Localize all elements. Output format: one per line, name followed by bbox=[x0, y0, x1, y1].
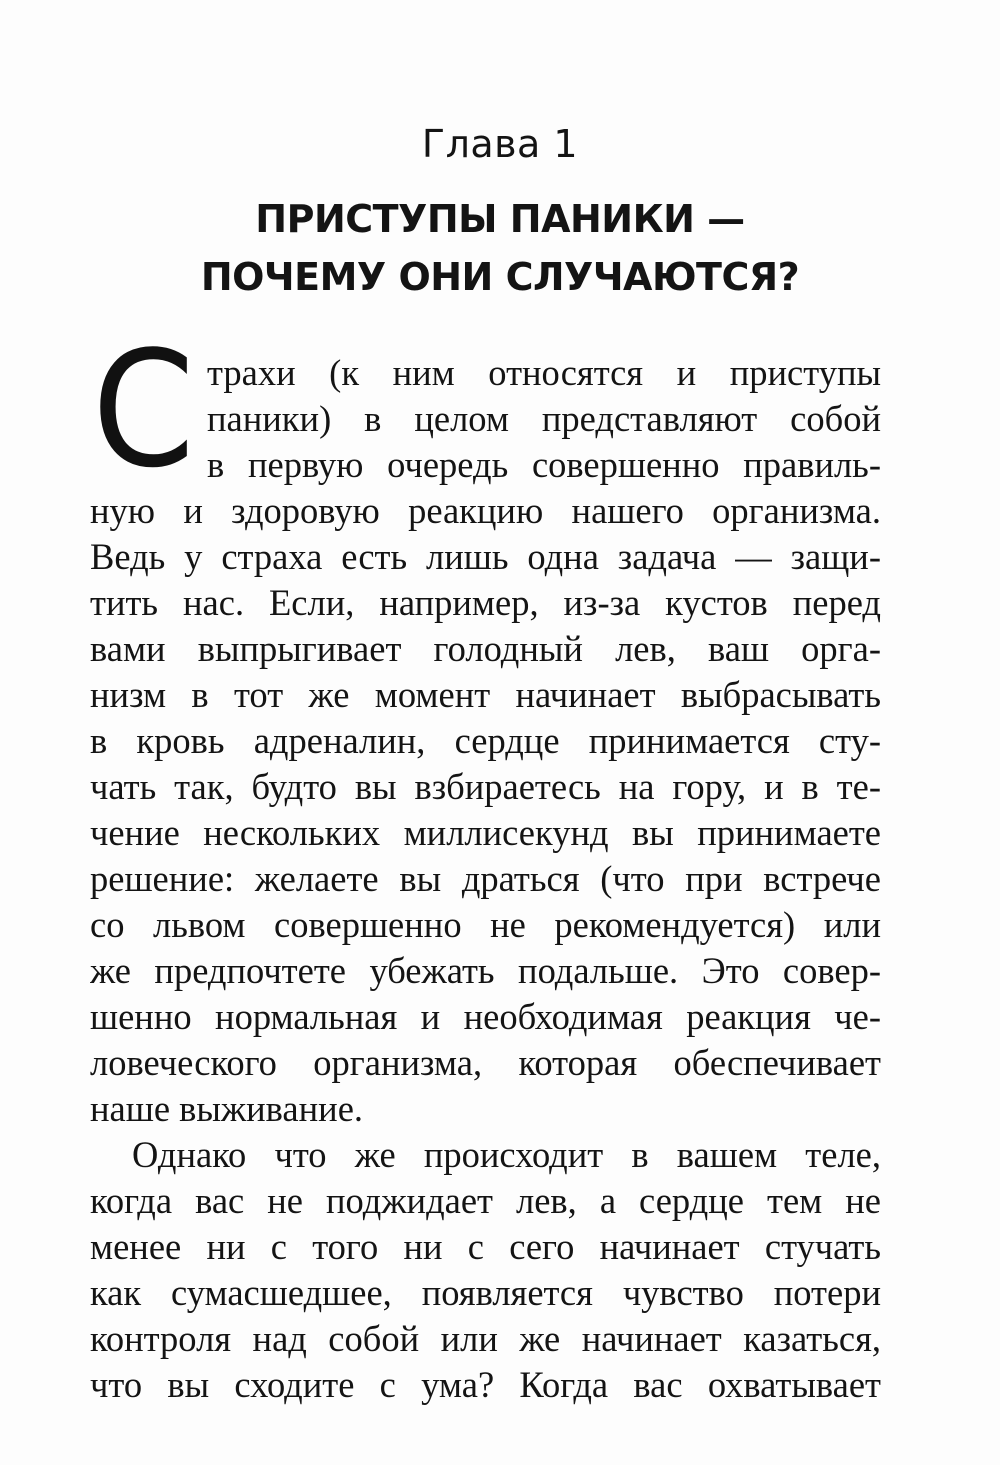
text-line: в первую очередь совершенно правиль- bbox=[207, 444, 881, 485]
text-line: наше выживание. bbox=[90, 1088, 364, 1129]
text-line: чать так, будто вы взбираетесь на гору, и в те- bbox=[90, 766, 881, 807]
text-line: чение нескольких миллисекунд вы принимаете bbox=[90, 812, 881, 853]
chapter-label: Глава 1 bbox=[421, 122, 579, 166]
text-line: со львом совершенно не рекомендуется) или bbox=[90, 904, 881, 945]
text-line: Однако что же происходит в вашем теле, bbox=[132, 1134, 881, 1175]
drop-cap-letter: С bbox=[92, 316, 195, 503]
text-line: когда вас не поджидает лев, а сердце тем не bbox=[90, 1180, 881, 1221]
chapter-title-line: ПРИСТУПЫ ПАНИКИ — bbox=[255, 197, 745, 241]
body-text bbox=[90, 488, 881, 1408]
text-line: паники) в целом представляют собой bbox=[207, 398, 881, 439]
text-line: вами выпрыгивает голодный лев, ваш орга- bbox=[90, 628, 881, 669]
text-line: решение: желаете вы драться (что при встрече bbox=[90, 858, 881, 899]
text-line: ловеческого организма, которая обеспечивает bbox=[90, 1042, 881, 1083]
chapter-title-line: ПОЧЕМУ ОНИ СЛУЧАЮТСЯ? bbox=[200, 255, 800, 299]
text-line: что вы сходите с ума? Когда вас охватывает bbox=[90, 1364, 881, 1405]
paragraph-1 bbox=[90, 488, 881, 1132]
text-line: контроля над собой или же начинает казаться, bbox=[90, 1318, 881, 1359]
paragraph-1-cap-lines bbox=[207, 350, 881, 488]
text-line: трахи (к ним относятся и приступы bbox=[207, 352, 881, 393]
text-line: в кровь адреналин, сердце принимается сту- bbox=[90, 720, 881, 761]
text-line: тить нас. Если, например, из-за кустов перед bbox=[90, 582, 881, 623]
text-line: низм в тот же момент начинает выбрасывать bbox=[90, 674, 881, 715]
text-line: ную и здоровую реакцию нашего организма. bbox=[90, 490, 881, 531]
text-line: же предпочтете убежать подальше. Это совер- bbox=[90, 950, 881, 991]
text-line: как сумасшедшее, появляется чувство потери bbox=[90, 1272, 881, 1313]
chapter-title bbox=[0, 190, 1000, 306]
text-line: шенно нормальная и необходимая реакция че- bbox=[90, 996, 881, 1037]
text-line: менее ни с того ни с сего начинает стучать bbox=[90, 1226, 881, 1267]
paragraph-2 bbox=[90, 1132, 881, 1408]
text-line: Ведь у страха есть лишь одна задача — защи- bbox=[90, 536, 881, 577]
